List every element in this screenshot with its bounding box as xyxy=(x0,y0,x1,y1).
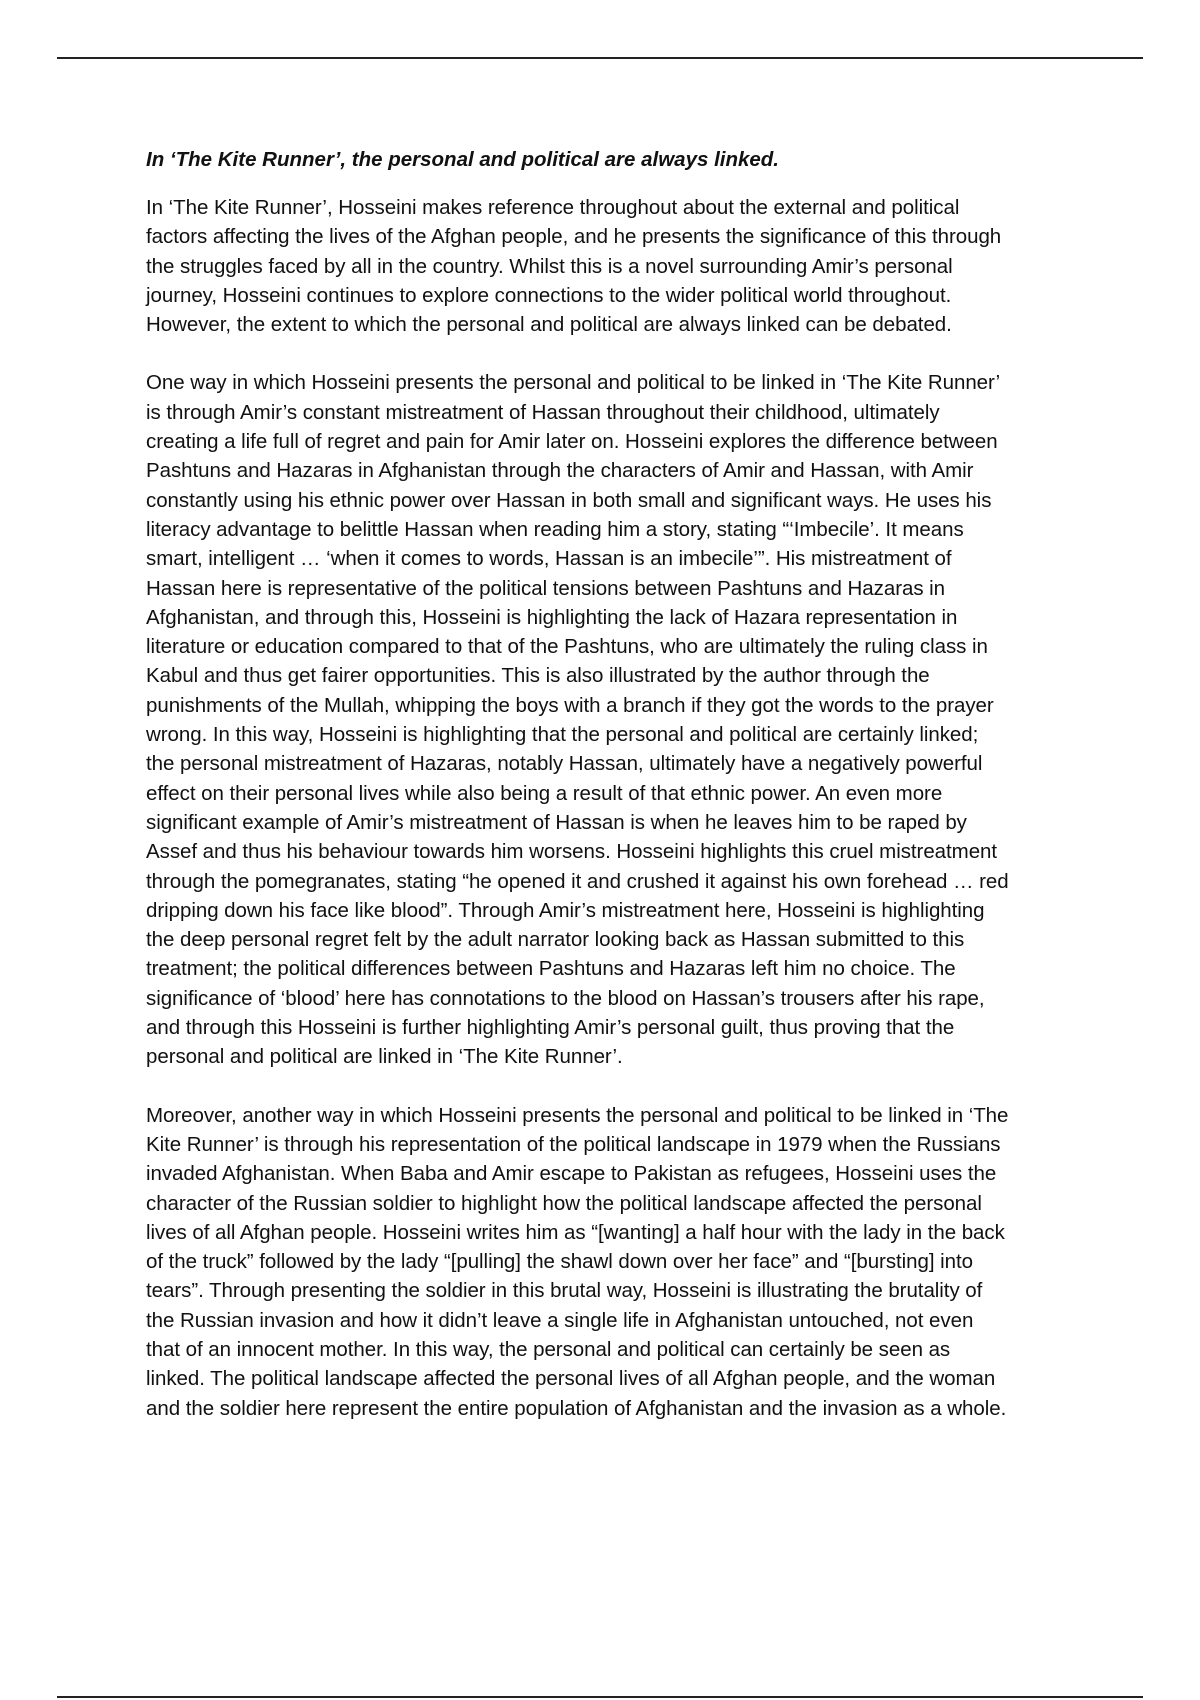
text-line: Kite Runner’ is through his representation of the political landscape in 1979 when the Russians xyxy=(146,1132,1001,1156)
text-line: smart, intelligent … ‘when it comes to words, Hassan is an imbecile’”. His mistreatment of xyxy=(146,547,952,571)
text-line: the personal mistreatment of Hazaras, notably Hassan, ultimately have a negatively powerful xyxy=(146,752,983,776)
text-line: factors affecting the lives of the Afghan people, and he presents the significance of this through xyxy=(146,225,1002,249)
text-line: tears”. Through presenting the soldier in this brutal way, Hosseini is illustrating the brutality of xyxy=(146,1279,983,1303)
text-line: significant example of Amir’s mistreatment of Hassan is when he leaves him to be raped by xyxy=(146,810,967,834)
text-line: constantly using his ethnic power over Hassan in both small and significant ways. He uses his xyxy=(146,488,992,512)
text-line: Assef and thus his behaviour towards him worsens. Hosseini highlights this cruel mistreatment xyxy=(146,840,998,864)
text-line: the struggles faced by all in the country. Whilst this is a novel surrounding Amir’s personal xyxy=(146,254,953,278)
text-line: personal and political are linked in ‘The Kite Runner’. xyxy=(146,1045,623,1069)
text-line: In ‘The Kite Runner’, Hosseini makes reference throughout about the external and political xyxy=(146,196,960,219)
text-line: One way in which Hosseini presents the personal and political to be linked in ‘The Kite Runner’ xyxy=(146,371,1001,395)
text-line: of the truck” followed by the lady “[pulling] the shawl down over her face” and “[bursting] into xyxy=(146,1250,974,1274)
text-line: wrong. In this way, Hosseini is highlighting that the personal and political are certainly linked; xyxy=(146,723,979,747)
text-line: character of the Russian soldier to highlight how the political landscape affected the personal xyxy=(146,1191,982,1215)
bottom-rule xyxy=(57,1696,1143,1698)
text-line: through the pomegranates, stating “he opened it and crushed it against his own forehead … red xyxy=(146,869,1009,893)
document-body xyxy=(146,145,1096,1452)
text-line: lives of all Afghan people. Hosseini writes him as “[wanting] a half hour with the lady in the back xyxy=(146,1220,1005,1244)
text-line: significance of ‘blood’ here has connotations to the blood on Hassan’s trousers after his rape, xyxy=(146,986,985,1010)
text-line: linked. The political landscape affected the personal lives of all Afghan people, and the woman xyxy=(146,1367,996,1391)
text-line: and through this Hosseini is further highlighting Amir’s personal guilt, thus proving that the xyxy=(146,1016,955,1040)
text-line: punishments of the Mullah, whipping the boys with a branch if they got the words to the prayer xyxy=(146,693,994,717)
text-line: literature or education compared to that of the Pashtuns, who are ultimately the ruling class in xyxy=(146,635,988,659)
text-line: the deep personal regret felt by the adult narrator looking back as Hassan submitted to this xyxy=(146,928,965,952)
paragraph-russian-invasion xyxy=(146,1101,1096,1423)
text-line: However, the extent to which the personal and political are always linked can be debated. xyxy=(146,313,952,337)
text-line: journey, Hosseini continues to explore connections to the wider political world throughout. xyxy=(146,283,952,307)
document-title: In ‘The Kite Runner’, the personal and political are always linked. xyxy=(146,148,779,171)
text-line: treatment; the political differences between Pashtuns and Hazaras left him no choice. The xyxy=(146,957,956,981)
text-line: effect on their personal lives while also being a result of that ethnic power. An even more xyxy=(146,781,943,805)
text-line: invaded Afghanistan. When Baba and Amir escape to Pakistan as refugees, Hosseini uses the xyxy=(146,1162,997,1186)
text-line: Kabul and thus get fairer opportunities. This is also illustrated by the author through the xyxy=(146,664,930,688)
paragraph-mistreatment xyxy=(146,368,1096,1071)
text-line: that of an innocent mother. In this way, the personal and political can certainly be seen as xyxy=(146,1337,951,1361)
text-line: Hassan here is representative of the political tensions between Pashtuns and Hazaras in xyxy=(146,576,946,600)
text-line: Afghanistan, and through this, Hosseini is highlighting the lack of Hazara representation in xyxy=(146,605,958,629)
top-rule xyxy=(57,57,1143,59)
text-line: the Russian invasion and how it didn’t leave a single life in Afghanistan untouched, not even xyxy=(146,1308,974,1332)
text-line: and the soldier here represent the entire population of Afghanistan and the invasion as a whole. xyxy=(146,1396,1007,1420)
text-line: Pashtuns and Hazaras in Afghanistan through the characters of Amir and Hassan, with Amir xyxy=(146,459,974,483)
text-line: creating a life full of regret and pain for Amir later on. Hosseini explores the difference between xyxy=(146,430,998,454)
paragraph-intro xyxy=(146,193,1096,339)
text-line: literacy advantage to belittle Hassan when reading him a story, stating “‘Imbecile’. It means xyxy=(146,517,964,541)
text-line: Moreover, another way in which Hosseini presents the personal and political to be linked in ‘The xyxy=(146,1103,1009,1127)
text-line: dripping down his face like blood”. Through Amir’s mistreatment here, Hosseini is highlighting xyxy=(146,898,985,922)
text-line: is through Amir’s constant mistreatment of Hassan throughout their childhood, ultimately xyxy=(146,400,940,424)
